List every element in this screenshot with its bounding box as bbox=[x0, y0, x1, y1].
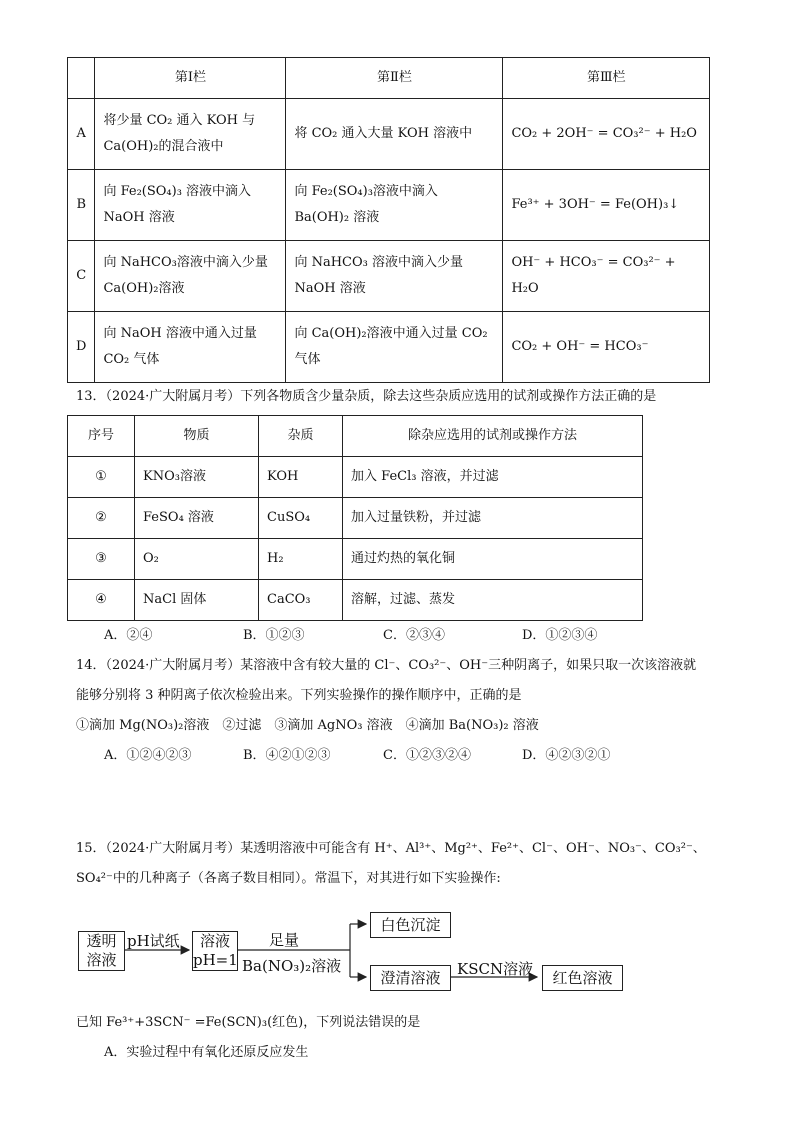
col3-cell: CO₂ + OH⁻ = HCO₃⁻ bbox=[503, 312, 710, 383]
row-label: B bbox=[68, 170, 95, 241]
num-cell: ② bbox=[68, 498, 135, 539]
q13-option-a[interactable]: A．②④ bbox=[104, 628, 153, 643]
method-cell: 加入 FeCl₃ 溶液，并过滤 bbox=[343, 457, 643, 498]
col1-cell: 将少量 CO₂ 通入 KOH 与 Ca(OH)₂的混合液中 bbox=[95, 99, 286, 170]
col3-cell: CO₂ + 2OH⁻ = CO₃²⁻ + H₂O bbox=[503, 99, 710, 170]
substance-cell: O₂ bbox=[135, 539, 259, 580]
q14-stem-line2: 能够分别将 3 种阴离子依次检验出来。下列实验操作的操作顺序中，正确的是 bbox=[76, 688, 522, 703]
col1-cell: 向 NaOH 溶液中通入过量 CO₂ 气体 bbox=[95, 312, 286, 383]
q14-option-a[interactable]: A．①②④②③ bbox=[104, 748, 192, 763]
kscn-label: KSCN溶液 bbox=[457, 960, 534, 978]
substance-cell: FeSO₄ 溶液 bbox=[135, 498, 259, 539]
col2-cell: 向 Fe₂(SO₄)₃溶液中滴入 Ba(OH)₂ 溶液 bbox=[286, 170, 503, 241]
excess-label: 足量 bbox=[269, 931, 300, 949]
q15-note: 已知 Fe³⁺+3SCN⁻ =Fe(SCN)₃(红色)，下列说法错误的是 bbox=[76, 1015, 421, 1030]
substance-cell: KNO₃溶液 bbox=[135, 457, 259, 498]
box-text: pH=1 bbox=[193, 951, 238, 969]
q13-option-c[interactable]: C．②③④ bbox=[383, 628, 445, 643]
header-cell: 第Ⅰ栏 bbox=[95, 58, 286, 99]
col3-cell: OH⁻ + HCO₃⁻ = CO₃²⁻ + H₂O bbox=[503, 241, 710, 312]
q14-operations: ①滴加 Mg(NO₃)₂溶液 ②过滤 ③滴加 AgNO₃ 溶液 ④滴加 Ba(NO₃)₂ 溶液 bbox=[76, 718, 539, 733]
header-cell: 第Ⅱ栏 bbox=[286, 58, 503, 99]
num-cell: ③ bbox=[68, 539, 135, 580]
q15-stem-line2: SO₄²⁻中的几种离子（各离子数目相同）。常温下，对其进行如下实验操作: bbox=[76, 871, 501, 886]
row-label: A bbox=[68, 99, 95, 170]
col2-cell: 向 Ca(OH)₂溶液中通入过量 CO₂ 气体 bbox=[286, 312, 503, 383]
impurity-cell: KOH bbox=[259, 457, 343, 498]
q14-option-c[interactable]: C．①②③②④ bbox=[383, 748, 471, 763]
col1-cell: 向 Fe₂(SO₄)₃ 溶液中滴入 NaOH 溶液 bbox=[95, 170, 286, 241]
impurity-cell: CuSO₄ bbox=[259, 498, 343, 539]
q14-option-b[interactable]: B．④②①②③ bbox=[243, 748, 331, 763]
clear-solution-box bbox=[78, 931, 125, 971]
substance-cell: NaCl 固体 bbox=[135, 580, 259, 621]
header-cell: 除杂应选用的试剂或操作方法 bbox=[343, 416, 643, 457]
impurity-cell: CaCO₃ bbox=[259, 580, 343, 621]
q13-option-b[interactable]: B．①②③ bbox=[243, 628, 305, 643]
method-cell: 加入过量铁粉，并过滤 bbox=[343, 498, 643, 539]
header-cell: 杂质 bbox=[259, 416, 343, 457]
solution-ph1-box bbox=[192, 931, 238, 971]
impurity-cell: H₂ bbox=[259, 539, 343, 580]
ph-paper-label: pH试纸 bbox=[127, 932, 180, 950]
box-text: 溶液 bbox=[199, 932, 230, 950]
header-cell: 序号 bbox=[68, 416, 135, 457]
method-cell: 溶解，过滤、蒸发 bbox=[343, 580, 643, 621]
barium-nitrate-label: Ba(NO₃)₂溶液 bbox=[242, 957, 342, 975]
col3-cell: Fe³⁺ + 3OH⁻ = Fe(OH)₃↓ bbox=[503, 170, 710, 241]
row-label: D bbox=[68, 312, 95, 383]
num-cell: ① bbox=[68, 457, 135, 498]
col1-cell: 向 NaHCO₃溶液中滴入少量 Ca(OH)₂溶液 bbox=[95, 241, 286, 312]
clear-filtrate-box: 澄清溶液 bbox=[370, 965, 451, 991]
method-cell: 通过灼热的氧化铜 bbox=[343, 539, 643, 580]
col2-cell: 将 CO₂ 通入大量 KOH 溶液中 bbox=[286, 99, 503, 170]
header-cell: 物质 bbox=[135, 416, 259, 457]
q15-option-a[interactable]: A．实验过程中有氧化还原反应发生 bbox=[104, 1045, 309, 1060]
q13-option-d[interactable]: D．①②③④ bbox=[522, 628, 598, 643]
box-text: 溶液 bbox=[86, 951, 117, 969]
num-cell: ④ bbox=[68, 580, 135, 621]
col2-cell: 向 NaHCO₃ 溶液中滴入少量 NaOH 溶液 bbox=[286, 241, 503, 312]
white-precipitate-box: 白色沉淀 bbox=[370, 912, 451, 938]
q14-option-d[interactable]: D．④②③②① bbox=[522, 748, 611, 763]
box-text: 透明 bbox=[86, 932, 117, 950]
q14-stem-line1: 14．（2024·广大附属月考）某溶液中含有较大量的 Cl⁻、CO₃²⁻、OH⁻三种阴离子，如果只取一次该溶液就 bbox=[76, 658, 697, 673]
row-label: C bbox=[68, 241, 95, 312]
header-cell: 第Ⅲ栏 bbox=[503, 58, 710, 99]
q15-stem-line1: 15．（2024·广大附属月考）某透明溶液中可能含有 H⁺、Al³⁺、Mg²⁺、Fe²⁺、Cl⁻、OH⁻、NO₃⁻、CO₃²⁻、 bbox=[76, 841, 706, 856]
red-solution-box: 红色溶液 bbox=[542, 965, 623, 991]
q13-stem: 13．（2024·广大附属月考）下列各物质含少量杂质，除去这些杂质应选用的试剂或操作方法正确的是 bbox=[76, 389, 657, 404]
